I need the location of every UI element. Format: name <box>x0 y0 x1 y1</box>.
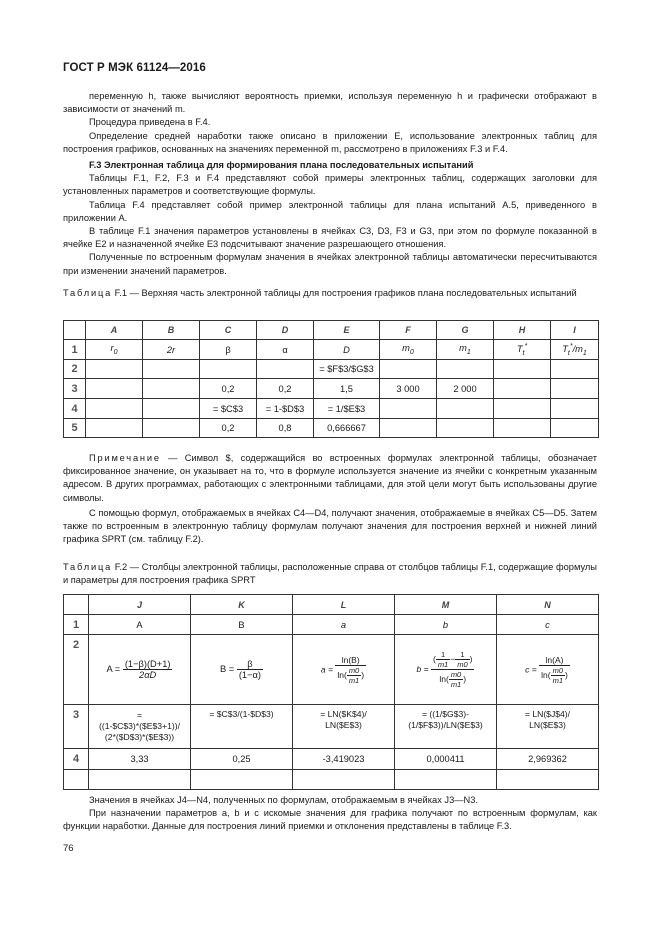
table-row <box>64 749 599 770</box>
table-row <box>64 399 599 419</box>
table-cell: -3,419023 <box>293 749 395 770</box>
bottom-text <box>63 794 597 834</box>
column-header: C <box>200 321 257 340</box>
page-header: ГОСТ Р МЭК 61124—2016 <box>63 62 206 74</box>
formula-cell-c: c = ln(A) ln( $\frac{m0}{m1}$ ) <box>497 635 599 705</box>
table-cell: 0,2 <box>200 379 257 399</box>
table-cell: $T_t^*/m_1$ <box>551 340 599 360</box>
column-header: G <box>437 321 494 340</box>
table-cell <box>86 379 143 399</box>
formula-cell-B <box>191 635 293 705</box>
m1-label: m1 <box>450 680 462 689</box>
mid-text <box>63 507 597 547</box>
table-cell <box>494 379 551 399</box>
table-cell: = LN($J$4)/ LN($E$3) <box>497 705 599 749</box>
table-cell <box>86 360 143 379</box>
formula-cell-b: b = ( $\frac{1}{m1}$ − $\frac{1}{m0}$ ) ln( $\frac{m0}{m1}$ ) <box>395 635 497 705</box>
column-header: H <box>494 321 551 340</box>
table-cell <box>89 770 191 790</box>
table-cell <box>551 419 599 438</box>
formula-numerator: ln(B) <box>335 655 366 666</box>
formula-lhs: A = <box>106 663 121 674</box>
table-f2 <box>63 594 599 790</box>
table-row <box>64 705 599 749</box>
formula-numerator: (1−β)(D+1) <box>124 659 171 669</box>
table-cell: B <box>191 615 293 635</box>
table-cell <box>143 360 200 379</box>
corner-cell <box>64 321 86 340</box>
column-header: D <box>257 321 314 340</box>
table-cell: = ((1/$G$3)- (1/$F$3))/LN($E$3) <box>395 705 497 749</box>
table-cell: 2 000 <box>437 379 494 399</box>
table-cell <box>494 360 551 379</box>
mid-paragraph: С помощью формул, отображаемых в ячейках C4—D4, получают значения, отображаемые в ячейках C5—D5. Затем также по встроенным в электронную таблицу формулам получают значения для построения верхней и нижней линий графика SPRT (см. таблицу F.2). <box>63 508 597 545</box>
column-header: L <box>293 595 395 615</box>
table-cell: 0,2 <box>200 419 257 438</box>
table-cell <box>497 770 599 790</box>
table2-header-row <box>64 595 599 615</box>
table-cell: c <box>497 615 599 635</box>
m1-label: m1 <box>348 675 360 685</box>
column-header: M <box>395 595 497 615</box>
table-cell: a <box>293 615 395 635</box>
formula-lhs: c = <box>525 663 537 674</box>
m1-label: m1 <box>437 660 449 669</box>
caption-label: Таблица <box>63 562 113 572</box>
table-cell: = $C$3 <box>200 399 257 419</box>
table-f1 <box>63 320 599 438</box>
table-cell <box>293 770 395 790</box>
note-text: — Символ $, содержащийся во встроенных формулах электронной таблицы, обозначает фиксированное значение, он указывает на то, что в формуле используется значение из ячейки с конкретным указанным адресом. В других программах, работающих с электронными таблицами, для этой цели могут быть использованы другие символы. <box>63 453 597 503</box>
column-header: I <box>551 321 599 340</box>
row-number: 4 <box>64 749 89 770</box>
row-number: 1 <box>64 615 89 635</box>
table-cell <box>494 419 551 438</box>
table-cell <box>86 399 143 419</box>
row-number: 4 <box>64 399 86 419</box>
table-cell: 0,8 <box>257 419 314 438</box>
m0-label: m0 <box>552 665 563 675</box>
table-cell: = $C$3/(1-$D$3) <box>191 705 293 749</box>
formula-denominator: 2αD <box>139 670 157 680</box>
formula-numerator: β <box>237 659 263 670</box>
table-cell <box>551 379 599 399</box>
table-cell <box>437 399 494 419</box>
section-paragraph: В таблице F.1 значения параметров установлены в ячейках C3, D3, F3 и G3, при этом по формуле показанной в ячейке E2 и назначенной ячейке E3 подсчитывают значение разрешающего отношения. <box>63 226 597 250</box>
table-cell <box>200 360 257 379</box>
table-cell: = $F$3/$G$3 <box>314 360 380 379</box>
table-cell <box>143 379 200 399</box>
table-cell <box>494 399 551 419</box>
section-f3 <box>63 159 597 278</box>
table-cell: = ((1-$C$3)*($E$3+1))/ (2*($D$3)*($E$3)) <box>89 705 191 749</box>
table-cell: 0,000411 <box>395 749 497 770</box>
table-row <box>64 615 599 635</box>
table-cell <box>395 770 497 790</box>
table-cell <box>551 399 599 419</box>
intro-paragraph: Процедура приведена в F.4. <box>89 117 211 128</box>
ln-label: ln <box>541 669 548 680</box>
table-cell <box>257 360 314 379</box>
row-number: 2 <box>64 360 86 379</box>
table-row <box>64 635 599 705</box>
column-header: E <box>314 321 380 340</box>
intro-block <box>63 90 597 156</box>
formula-lhs: B = <box>220 663 235 674</box>
section-title: F.3 Электронная таблица для формирования плана последовательных испытаний <box>89 160 474 170</box>
corner-cell <box>64 595 89 615</box>
table-cell: 0,2 <box>257 379 314 399</box>
column-header: B <box>143 321 200 340</box>
intro-paragraph: Определение средней наработки также описано в приложении Е, использование электронных таблиц для построения графиков, основанных на значениях переменной m, рассмотрено в приложениях F.3 и F.4. <box>63 130 597 154</box>
row-number: 2 <box>64 635 89 705</box>
formula-numerator: ln(A) <box>539 655 570 666</box>
table-cell: = 1/$E$3 <box>314 399 380 419</box>
caption-text: F.1 — Верхняя часть электронной таблицы для построения графиков плана последовательных испытаний <box>112 288 577 298</box>
table-cell <box>143 399 200 419</box>
table-cell <box>143 419 200 438</box>
row-number: 3 <box>64 705 89 749</box>
table1-header-row <box>64 321 599 340</box>
table-cell: $r_0$ <box>86 340 143 360</box>
ln-label: ln <box>439 673 446 684</box>
row-number: 3 <box>64 379 86 399</box>
page-number: 76 <box>63 843 74 854</box>
row-number: 5 <box>64 419 86 438</box>
intro-paragraph: переменную h, также вычисляют вероятность приемки, используя переменную h и графически отображают в зависимости от значений m. <box>63 91 597 115</box>
column-header: J <box>89 595 191 615</box>
table-cell <box>551 360 599 379</box>
table-row <box>64 770 599 790</box>
table-cell: 3,33 <box>89 749 191 770</box>
note-label: Примечание <box>89 453 161 463</box>
column-header: A <box>86 321 143 340</box>
table-cell: 2,969362 <box>497 749 599 770</box>
bottom-paragraph: При назначении параметров a, b и c искомые значения для графика получают по встроенным формулам, как функции наработки. Данные для построения линий приемки и отклонения представлены в таблице F.3. <box>63 808 597 832</box>
formula-lhs: a = <box>320 663 333 674</box>
table-cell: 1,5 <box>314 379 380 399</box>
ln-label: ln <box>337 669 344 680</box>
row-number: 1 <box>64 340 86 360</box>
table1-note <box>63 452 597 505</box>
table-cell: 0,666667 <box>314 419 380 438</box>
table-cell: $T_t^*$ <box>494 340 551 360</box>
section-paragraph: Полученные по встроенным формулам значения в ячейках электронной таблицы автоматически пересчитываются при изменении значений параметров. <box>63 252 597 276</box>
table-cell <box>380 399 437 419</box>
table-cell: D <box>314 340 380 360</box>
table-cell: = LN($K$4)/ LN($E$3) <box>293 705 395 749</box>
formula-cell-A <box>89 635 191 705</box>
table-cell: α <box>257 340 314 360</box>
m1-label: m1 <box>552 675 563 685</box>
table-row <box>64 379 599 399</box>
section-paragraph: Таблицы F.1, F.2, F.3 и F.4 представляют собой примеры электронных таблиц, содержащих заголовки для установленных параметров и соответствующие формулы. <box>63 173 597 197</box>
table1-caption <box>63 287 597 300</box>
table-cell <box>380 419 437 438</box>
table-cell: = 1-$D$3 <box>257 399 314 419</box>
table-cell <box>437 360 494 379</box>
formula-cell-a: a = ln(B) ln( $\frac{m0}{m1}$ ) <box>293 635 395 705</box>
table-cell: $m_0$ <box>380 340 437 360</box>
table-cell: b <box>395 615 497 635</box>
table-cell: 2r <box>143 340 200 360</box>
table-row <box>64 360 599 379</box>
table-row <box>64 340 599 360</box>
table-cell <box>437 419 494 438</box>
table-cell <box>380 360 437 379</box>
m0-label: m0 <box>457 660 468 669</box>
table-cell <box>191 770 293 790</box>
section-paragraph: Таблица F.4 представляет собой пример электронной таблицы для плана испытаний A.5, приведенного в приложении А. <box>63 199 597 223</box>
table-cell: $m_1$ <box>437 340 494 360</box>
m0-label: m0 <box>348 665 360 675</box>
caption-text: F.2 — Столбцы электронной таблицы, расположенные справа от столбцов таблицы F.1, содержащие формулы и параметры для построения графика SPRT <box>63 562 597 586</box>
table-cell: A <box>89 615 191 635</box>
one-label: 1 <box>436 650 450 660</box>
table-row <box>64 419 599 438</box>
column-header: N <box>497 595 599 615</box>
minus-sign: − <box>450 653 456 664</box>
formula-lhs: b = <box>416 663 429 674</box>
row-number <box>64 770 89 790</box>
m0-label: m0 <box>450 670 462 679</box>
bottom-paragraph: Значения в ячейках J4—N4, полученных по формулам, отображаемым в ячейках J3—N3. <box>89 795 479 805</box>
caption-label: Таблица <box>63 288 113 298</box>
table-cell: 3 000 <box>380 379 437 399</box>
table-cell: β <box>200 340 257 360</box>
column-header: F <box>380 321 437 340</box>
table-cell <box>86 419 143 438</box>
table2-caption <box>63 561 597 587</box>
column-header: K <box>191 595 293 615</box>
table-cell: 0,25 <box>191 749 293 770</box>
formula-denominator: (1−α) <box>238 670 261 680</box>
